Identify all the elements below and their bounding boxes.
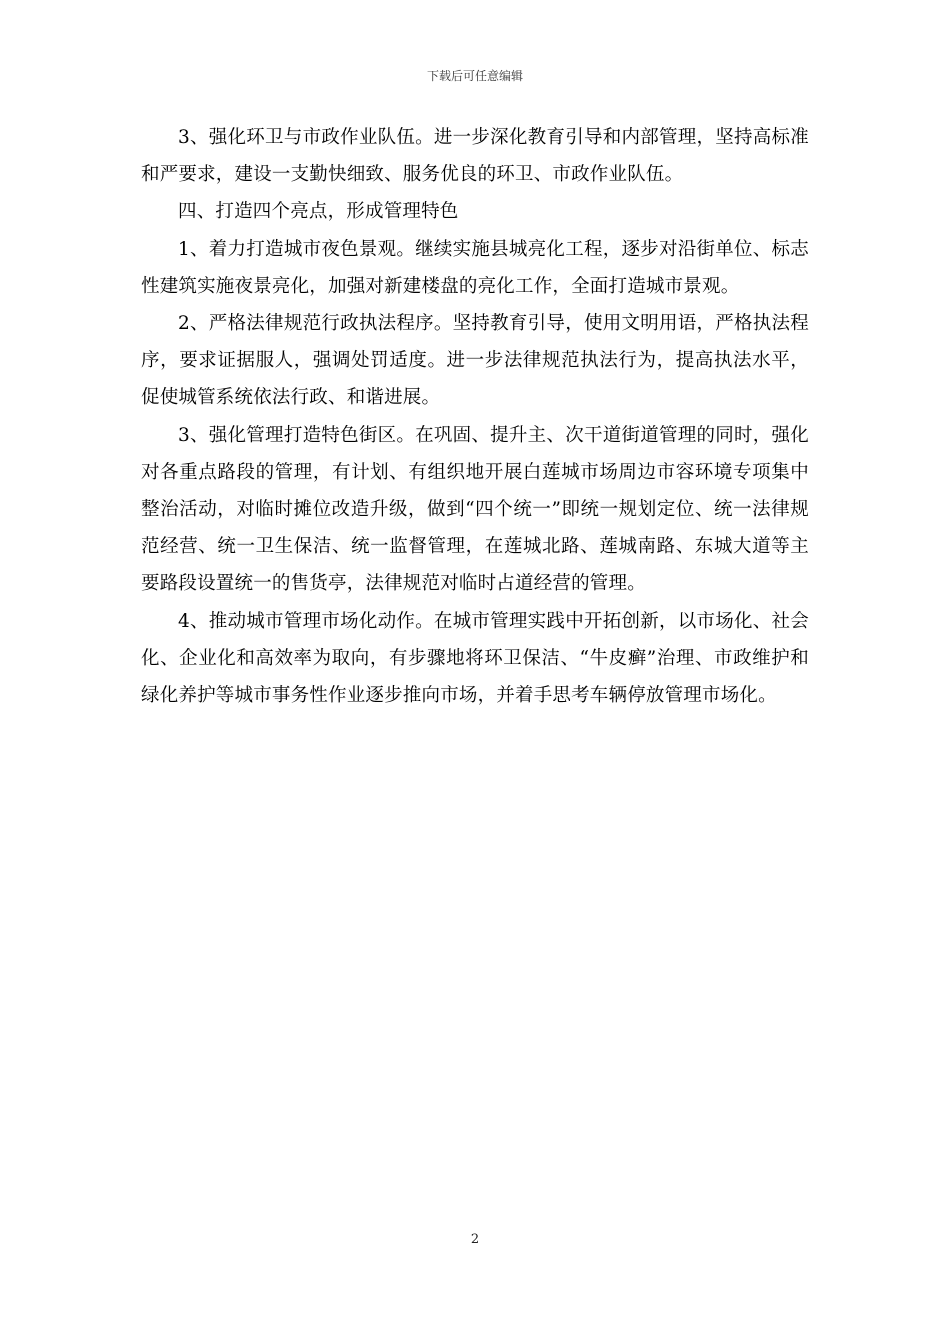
paragraph-marketization: 4、推动城市管理市场化动作。在城市管理实践中开拓创新，以市场化、社会化、企业化和高效率为取向，有步骤地将环卫保洁、“牛皮癣”治理、市政维护和绿化养护等城市事务性作业逐步推向市场，并着手思考车辆停放管理市场化。 [141,610,809,707]
paragraph-law-enforcement: 2、严格法律规范行政执法程序。坚持教育引导，使用文明用语，严格执法程序，要求证据服人，强调处罚适度。进一步法律规范执法行为，提高执法水平，促使城管系统依法行政、和谐进展。 [141,313,809,409]
paragraph-night-scenery: 1、着力打造城市夜色景观。继续实施县城亮化工程，逐步对沿街单位、标志性建筑实施夜景亮化，加强对新建楼盘的亮化工作，全面打造城市景观。 [141,238,809,297]
paragraph-featured-streets: 3、强化管理打造特色街区。在巩固、提升主、次干道街道管理的同时，强化对各重点路段的管理，有计划、有组织地开展白莲城市场周边市容环境专项集中整治活动，对临时摊位改造升级，做到“四个统一”即统一规划定位、统一法律规范经营、统一卫生保洁、统一监督管理，在莲城北路、莲城南路、东城大道等主要路段设置统一的售货亭，法律规范对临时占道经营的管理。 [141,424,809,595]
paragraph-sanitation-team: 3、强化环卫与市政作业队伍。进一步深化教育引导和内部管理，坚持高标准和严要求，建设一支勤快细致、服务优良的环卫、市政作业队伍。 [141,127,809,186]
page-number: 2 [470,1232,480,1247]
section-heading-four-highlights: 四、打造四个亮点，形成管理特色 [178,201,459,223]
document-body [141,119,809,714]
header-note: 下载后可任意编辑 [426,69,523,83]
